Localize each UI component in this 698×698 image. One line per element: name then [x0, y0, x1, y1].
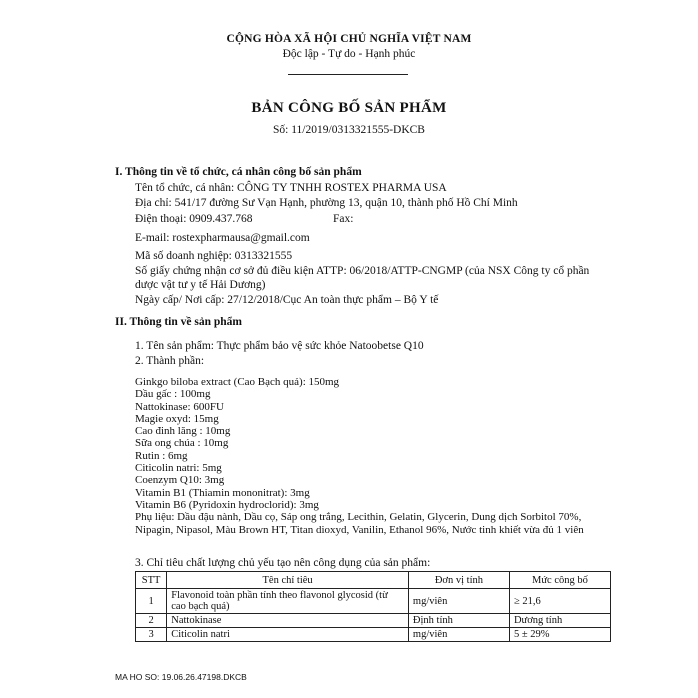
cell-unit: Định tính [408, 614, 509, 628]
cell-level: 5 ± 29% [509, 628, 610, 642]
ingredient-item: Rutin : 6mg [135, 449, 188, 462]
cell-unit: mg/viên [408, 589, 509, 614]
section1-heading: I. Thông tin về tổ chức, cá nhân công bố sản phẩm [115, 166, 362, 178]
cell-unit: mg/viên [408, 628, 509, 642]
quality-label: 3. Chỉ tiêu chất lượng chủ yếu tạo nên công dụng của sản phẩm: [135, 557, 431, 569]
org-certificate: Số giấy chứng nhận cơ sở đủ điều kiện ATTP: 06/2018/ATTP-CNGMP (của NSX Công ty cổ phần dược vật tư y tế Hải Dương) [135, 265, 590, 291]
org-name: Tên tổ chức, cá nhân: CÔNG TY TNHH ROSTEX PHARMA USA [135, 182, 447, 194]
ingredient-item: Cao đinh lăng : 10mg [135, 425, 231, 438]
cell-criteria: Nattokinase [167, 614, 409, 628]
header-criteria: Tên chỉ tiêu [167, 572, 409, 589]
org-phone: Điện thoại: 0909.437.768 [135, 213, 253, 225]
country-heading: CỘNG HÒA XÃ HỘI CHỦ NGHĨA VIỆT NAM [226, 33, 472, 45]
ingredient-item: Sữa ong chúa : 10mg [135, 437, 229, 450]
section2-heading: II. Thông tin về sản phẩm [115, 316, 242, 328]
cell-stt: 3 [136, 628, 167, 642]
ingredient-item: Coenzym Q10: 3mg [135, 474, 225, 487]
cell-level: Dương tính [509, 614, 610, 628]
ingredient-item: Magie oxyd: 15mg [135, 412, 219, 425]
ingredient-list [135, 376, 605, 536]
quality-table [135, 571, 611, 642]
cell-level: ≥ 21,6 [509, 589, 610, 614]
record-code: MA HO SO: 19.06.26.47198.DKCB [115, 672, 247, 682]
org-fax: Fax: [333, 213, 354, 225]
org-email: E-mail: rostexpharmausa@gmail.com [135, 232, 310, 244]
header-stt: STT [136, 572, 167, 589]
table-row [136, 628, 611, 642]
product-name: 1. Tên sản phẩm: Thực phẩm bảo vệ sức khỏe Natoobetse Q10 [135, 340, 424, 352]
ingredient-item: Dầu gấc : 100mg [135, 388, 211, 401]
cell-criteria: Flavonoid toàn phần tính theo flavonol glycosid (từ cao bạch quả) [167, 589, 409, 614]
document-number: Số: 11/2019/0313321555-DKCB [273, 124, 425, 136]
header-divider [288, 74, 408, 75]
ingredient-item: Nattokinase: 600FU [135, 400, 224, 413]
org-tax-code: Mã số doanh nghiệp: 0313321555 [135, 250, 293, 262]
org-address: Địa chỉ: 541/17 đường Sư Vạn Hạnh, phường 13, quận 10, thành phố Hồ Chí Minh [135, 197, 518, 209]
document-title: BẢN CÔNG BỐ SẢN PHẨM [251, 100, 447, 116]
ingredient-item: Citicolin natri: 5mg [135, 462, 222, 475]
table-header-row [136, 572, 611, 589]
ingredient-item: Vitamin B1 (Thiamin mononitrat): 3mg [135, 486, 310, 499]
cell-stt: 1 [136, 589, 167, 614]
ingredient-item: Vitamin B6 (Pyridoxin hydroclorid): 3mg [135, 498, 319, 511]
header-level: Mức công bố [509, 572, 610, 589]
composition-label: 2. Thành phần: [135, 355, 205, 367]
cell-criteria: Citicolin natri [167, 628, 409, 642]
cell-stt: 2 [136, 614, 167, 628]
table-row [136, 589, 611, 614]
header-unit: Đơn vị tính [408, 572, 509, 589]
table-row [136, 614, 611, 628]
excipients: Phụ liệu: Dầu đậu nành, Dầu cọ, Sáp ong trắng, Lecithin, Gelatin, Glycerin, Dung dịch Sorbitol 70%, Nipagin, Nipasol, Màu Brown HT, Titan dioxyd, Vanilin, Ethanol 96%, Nước tinh khiết vừa đủ 1 viên [135, 511, 584, 536]
ingredient-item: Ginkgo biloba extract (Cao Bạch quả): 150mg [135, 376, 340, 388]
motto: Độc lập - Tự do - Hạnh phúc [282, 48, 416, 60]
org-issued: Ngày cấp/ Nơi cấp: 27/12/2018/Cục An toàn thực phẩm – Bộ Y tế [135, 294, 439, 306]
